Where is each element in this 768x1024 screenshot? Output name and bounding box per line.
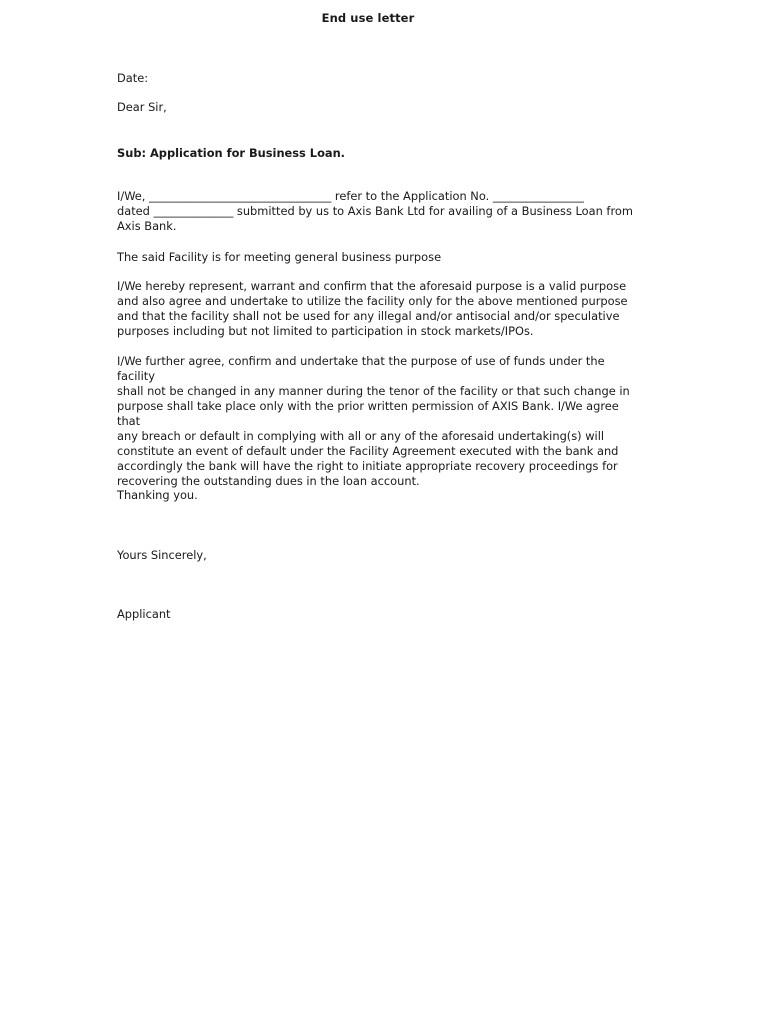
paragraph-line: I/We, ________________________________ refer to the Application No. ________________ [117, 189, 584, 203]
paragraph-line: I/We further agree, confirm and undertake that the purpose of use of funds under the facility [117, 354, 605, 383]
salutation: Dear Sir, [117, 100, 167, 114]
thanks-line: Thanking you. [117, 488, 198, 502]
paragraph-line: accordingly the bank will have the right to initiate appropriate recovery proceedings for [117, 459, 618, 473]
paragraph-applicant-details [117, 189, 637, 234]
paragraph-line: and that the facility shall not be used for any illegal and/or antisocial and/or speculative [117, 309, 620, 323]
paragraph-line: any breach or default in complying with all or any of the aforesaid undertaking(s) will [117, 429, 605, 443]
subject-line: Sub: Application for Business Loan. [117, 146, 346, 160]
document-title: End use letter [321, 11, 415, 25]
paragraph-line: purposes including but not limited to participation in stock markets/IPOs. [117, 324, 534, 338]
signatory-label: Applicant [117, 607, 171, 621]
paragraph-facility-purpose: The said Facility is for meeting general business purpose [117, 250, 442, 264]
paragraph-line: and also agree and undertake to utilize the facility only for the above mentioned purpose [117, 294, 628, 308]
paragraph-line: shall not be changed in any manner during the tenor of the facility or that such change in [117, 384, 630, 398]
paragraph-undertaking [117, 354, 637, 489]
paragraph-line: Axis Bank. [117, 219, 177, 233]
closing-line: Yours Sincerely, [117, 548, 207, 562]
paragraph-line: recovering the outstanding dues in the loan account. [117, 474, 420, 488]
paragraph-representation [117, 279, 637, 339]
date-label: Date: [117, 71, 149, 85]
paragraph-line: purpose shall take place only with the prior written permission of AXIS Bank. I/We agree that [117, 399, 619, 428]
paragraph-line: I/We hereby represent, warrant and confirm that the aforesaid purpose is a valid purpose [117, 279, 627, 293]
paragraph-line: constitute an event of default under the Facility Agreement executed with the bank and [117, 444, 619, 458]
paragraph-line: dated ______________ submitted by us to Axis Bank Ltd for availing of a Business Loan from [117, 204, 633, 218]
